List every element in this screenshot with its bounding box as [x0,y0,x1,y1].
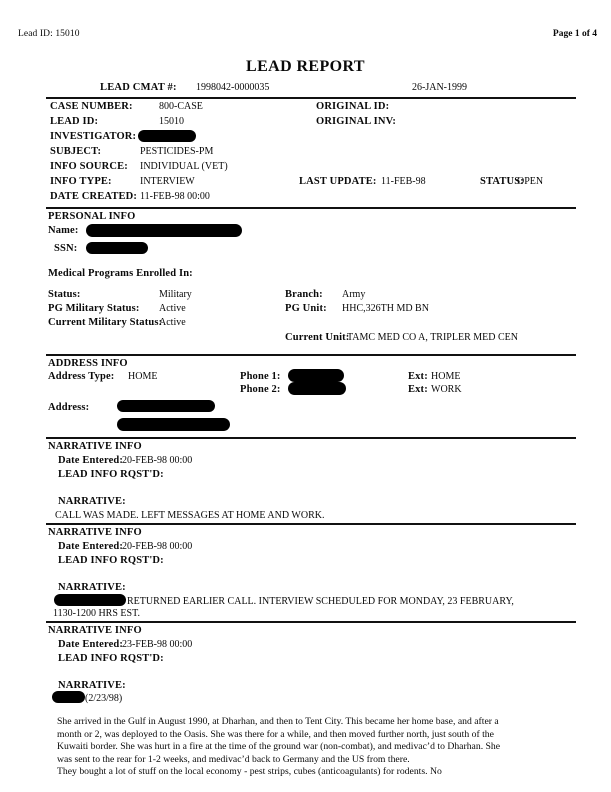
info-type-value: INTERVIEW [140,176,195,187]
narrative-1-date-entered-value: 20-FEB-98 00:00 [122,455,193,466]
phone1-label: Phone 1: [240,371,281,382]
redaction-phone2 [288,382,346,395]
narrative-2-narrative-label: NARRATIVE: [58,582,126,593]
narrative-3-date-entered-value: 23-FEB-98 00:00 [122,639,193,650]
name-label: Name: [48,225,79,236]
subject-value: PESTICIDES-PM [140,146,214,157]
divider-narrative-1 [46,437,576,439]
paragraph-line-2: month or 2, was deployed to the Oasis. She was there for a while, and then moved further north, just south of the [57,728,494,740]
status-field-value: Military [159,289,192,300]
narrative-2-text-line2: 1130-1200 HRS EST. [53,608,140,619]
lead-cmat-label: LEAD CMAT #: [100,82,177,93]
ssn-label: SSN: [54,243,78,254]
redaction-address-line1 [117,400,215,412]
ext1-label: Ext: [408,371,428,382]
page-number-current: 1 [574,29,580,39]
last-update-value: 11-FEB-98 [381,176,426,187]
narrative-2-section-title: NARRATIVE INFO [48,527,142,538]
redaction-narrative-3-name [52,691,85,703]
address-info-section-title: ADDRESS INFO [48,358,128,369]
redaction-investigator [138,130,196,142]
page-title: LEAD REPORT [246,58,365,75]
redaction-phone1 [288,369,344,382]
page-number [553,29,597,39]
original-id-label: ORIGINAL ID: [316,101,390,112]
narrative-2-date-entered-label: Date Entered: [58,541,124,552]
divider-address-info [46,354,576,356]
ext2-label: Ext: [408,384,428,395]
divider-narrative-3 [46,621,576,623]
page-number-total: 4 [592,29,597,39]
page-number-of: of [581,29,590,39]
status-field-label: Status: [48,289,81,300]
narrative-body-paragraph [57,716,562,779]
investigator-label: INVESTIGATOR: [50,131,137,142]
personal-info-section-title: PERSONAL INFO [48,211,136,222]
case-number-label: CASE NUMBER: [50,101,133,112]
paragraph-line-4: was sent to the rear for 1-2 weeks, and medivac’d back to Germany and the US from there. [57,753,410,765]
narrative-3-date-entered-label: Date Entered: [58,639,124,650]
current-unit-value: TAMC MED CO A, TRIPLER MED CEN [347,332,518,343]
redaction-name [86,224,242,237]
lead-id-value: 15010 [159,116,184,127]
running-head-lead-id-value: 15010 [55,29,80,39]
narrative-1-date-entered-label: Date Entered: [58,455,124,466]
current-unit-label: Current Unit: [285,332,350,343]
narrative-2-date-entered-value: 20-FEB-98 00:00 [122,541,193,552]
phone2-label: Phone 2: [240,384,281,395]
pg-military-status-label: PG Military Status: [48,303,140,314]
divider-header [46,97,576,99]
address-label: Address: [48,402,90,413]
narrative-3-section-title: NARRATIVE INFO [48,625,142,636]
narrative-3-lead-info-rqstd-label: LEAD INFO RQST'D: [58,653,164,664]
paragraph-line-3: Kuwaiti border. She was hurt in a fire at the time of the ground war (non-combat), and medivac’d to Dharhan. She [57,741,501,753]
info-source-value: INDIVIDUAL (VET) [140,161,228,172]
last-update-label: LAST UPDATE: [299,176,377,187]
status-value: OPEN [517,176,544,187]
narrative-2-lead-info-rqstd-label: LEAD INFO RQST'D: [58,555,164,566]
subject-label: SUBJECT: [50,146,102,157]
narrative-1-section-title: NARRATIVE INFO [48,441,142,452]
paragraph-line-5: They bought a lot of stuff on the local economy - pest strips, cubes (anticoagulants) for rodents. No [57,766,442,778]
branch-label: Branch: [285,289,323,300]
page-number-prefix: Page [552,29,573,39]
pg-unit-value: HHC,326TH MD BN [342,303,429,314]
pg-unit-label: PG Unit: [285,303,327,314]
pg-military-status-value: Active [159,303,186,314]
lead-cmat-value: 1998042-0000035 [196,82,270,93]
address-type-value: HOME [128,371,158,382]
report-date: 26-JAN-1999 [412,82,467,93]
running-head-lead-id [18,29,80,39]
narrative-2-text-line1: RETURNED EARLIER CALL. INTERVIEW SCHEDULED FOR MONDAY, 23 FEBRUARY, [127,596,514,607]
medical-programs-label: Medical Programs Enrolled In: [48,268,193,279]
redaction-ssn [86,242,148,254]
lead-id-label: LEAD ID: [50,116,99,127]
original-inv-label: ORIGINAL INV: [316,116,397,127]
paragraph-line-1: She arrived in the Gulf in August 1990, at Dharhan, and then to Tent City. This became her home base, and after a [57,716,499,727]
current-military-status-label: Current Military Status: [48,317,163,328]
branch-value: Army [342,289,366,300]
running-head-lead-id-label: Lead ID: [18,29,53,39]
divider-personal-info [46,207,576,209]
redaction-address-line2 [117,418,230,431]
narrative-1-text: CALL WAS MADE. LEFT MESSAGES AT HOME AND WORK. [55,510,325,521]
address-type-label: Address Type: [48,371,115,382]
ext1-value: HOME [431,371,461,382]
info-source-label: INFO SOURCE: [50,161,128,172]
date-created-value: 11-FEB-98 00:00 [140,191,210,202]
ext2-value: WORK [431,384,462,395]
divider-narrative-2 [46,523,576,525]
date-created-label: DATE CREATED: [50,191,138,202]
narrative-3-narrative-label: NARRATIVE: [58,680,126,691]
narrative-3-date: (2/23/98) [85,693,123,704]
narrative-1-narrative-label: NARRATIVE: [58,496,126,507]
status-label: STATUS: [480,176,524,187]
info-type-label: INFO TYPE: [50,176,112,187]
narrative-1-lead-info-rqstd-label: LEAD INFO RQST'D: [58,469,164,480]
redaction-narrative-2-name [54,594,126,606]
case-number-value: 800-CASE [159,101,203,112]
current-military-status-value: Active [159,317,186,328]
